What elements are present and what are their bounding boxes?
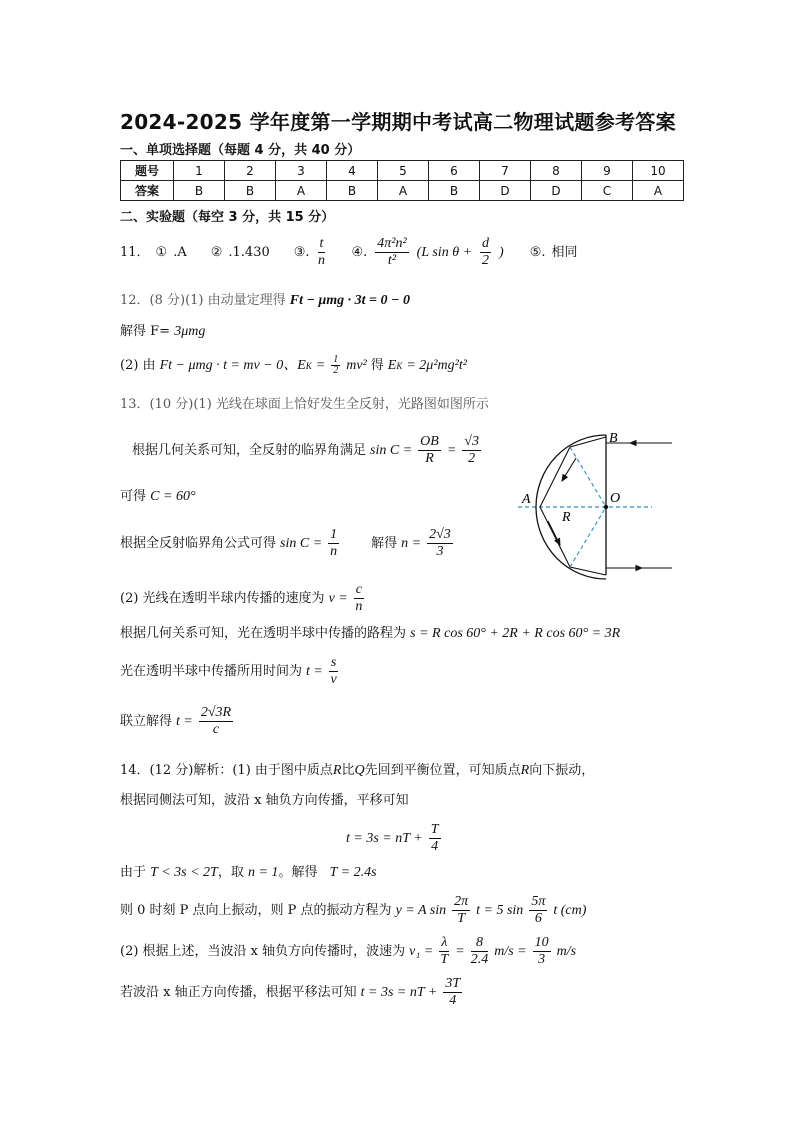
inner-ray-arrow-2 <box>548 521 560 545</box>
light-ray-path <box>540 437 606 575</box>
q12-line3-sub2: K <box>396 360 403 371</box>
fraction-numerator: 2√3 <box>429 527 451 542</box>
q13-line3-text: 可得 <box>120 489 147 504</box>
q13-line4-text: 根据全反射临界角公式可得 <box>120 535 277 551</box>
q-number: 3 <box>276 161 327 181</box>
q14-line5-eq3: t (cm) <box>553 902 587 918</box>
q12-line3-text: (2) 由 <box>120 357 156 373</box>
fraction-denominator: n <box>330 544 338 559</box>
q14-8-2.4-fraction <box>471 935 489 968</box>
fraction-denominator: 2 <box>482 253 490 268</box>
fraction-numerator: c <box>355 582 362 597</box>
q-number: 2 <box>225 161 276 181</box>
q13-line8-eq: t = <box>176 713 193 729</box>
q12-line3-eq2: = <box>315 357 326 373</box>
q12-line2-eq: 3μmg <box>174 324 206 339</box>
q13-line7-eq: t = <box>306 663 323 679</box>
fraction-numerator: 1 <box>333 354 339 365</box>
q11-blank2: .1.430 <box>228 244 270 260</box>
q-answer: C <box>582 181 633 201</box>
q14-line4 <box>120 864 377 882</box>
q12-line1-eq: Ft − μmg · 3t = 0 − 0 <box>289 293 411 308</box>
fraction-denominator: n <box>317 253 325 268</box>
q13-line5 <box>120 582 366 615</box>
q12-line3-eq3: mv² <box>346 357 367 373</box>
fraction-numerator: λ <box>441 935 448 950</box>
q13-line4-mid: 解得 <box>371 535 398 551</box>
inner-ray-arrow-1 <box>562 458 576 481</box>
fraction-numerator: 4π²n² <box>377 236 407 251</box>
q13-line2-eq2: = <box>446 442 457 458</box>
fraction-denominator: 2 <box>468 451 476 466</box>
fraction-numerator: 2√3R <box>200 705 232 720</box>
fraction-denominator: T <box>457 911 466 926</box>
fraction-denominator: 6 <box>534 911 542 926</box>
q-answer: B <box>429 181 480 201</box>
q14-line5-text: 则 0 时刻 P 点向上振动，则 P 点的振动方程为 <box>120 902 392 918</box>
q13-line3 <box>120 488 196 506</box>
q14-line4-mid: ，取 <box>217 865 244 880</box>
label-o: O <box>610 491 621 506</box>
q14-line1-mid2: 先回到平衡位置，可知质点 <box>364 763 521 778</box>
q14-line1-r2: R <box>520 763 530 778</box>
q-answer: B <box>225 181 276 201</box>
q13-final-fraction <box>199 705 233 738</box>
q11-blank4-mark: ④. <box>351 244 368 260</box>
row-label-answer: 答案 <box>121 181 174 201</box>
fraction-denominator: v <box>330 672 337 687</box>
q-number: 7 <box>480 161 531 181</box>
q11-blank5-mark: ⑤. <box>529 244 546 260</box>
q-number: 9 <box>582 161 633 181</box>
q13-line4-eq2: n = <box>401 535 422 551</box>
q13-line7 <box>120 655 340 688</box>
q-answer: B <box>174 181 225 201</box>
q13-line7-text: 光在透明半球中传播所用时间为 <box>120 663 303 679</box>
q13-n-fraction <box>427 527 453 560</box>
q14-line7 <box>120 976 464 1009</box>
q13-line5-eq: v = <box>328 590 348 606</box>
q14-line5 <box>120 894 586 927</box>
q14-line1-r: R <box>332 763 342 778</box>
q14-line6-eq2: = <box>455 943 465 959</box>
q-number: 6 <box>429 161 480 181</box>
q14-line4-eq3: T = 2.4s <box>329 865 377 880</box>
q14-2pi-t-fraction <box>452 894 470 927</box>
q11-blank2-mark: ② <box>210 244 223 260</box>
fraction-denominator: c <box>212 722 220 737</box>
fraction-denominator: T <box>440 952 449 967</box>
q11-blank4-d-fraction <box>480 236 491 269</box>
q14-line1-text: 14．(12 分)解析：(1) 由于图中质点 <box>120 763 333 778</box>
fraction-denominator: 2.4 <box>470 952 489 967</box>
row-label-number: 题号 <box>121 161 174 181</box>
q11-blank4-expr: (L sin θ + <box>416 244 473 260</box>
fraction-denominator: 3 <box>538 952 546 967</box>
q12-line3 <box>120 355 467 376</box>
fraction-numerator: s <box>330 655 337 670</box>
q13-s-v-fraction <box>329 655 338 688</box>
fraction-numerator: 1 <box>330 527 338 542</box>
q14-5pi-6-fraction <box>529 894 547 927</box>
answer-table-answer-row <box>121 181 684 201</box>
q11-blank3-mark: ③. <box>293 244 310 260</box>
fraction-numerator: √3 <box>464 434 479 449</box>
q14-line1 <box>120 762 594 780</box>
q14-line4-text: 由于 <box>120 865 147 880</box>
q12-line2 <box>120 323 205 341</box>
q12-line3-eq4: E <box>387 357 397 373</box>
q14-line4-eq1: T < 3s < 2T <box>150 865 218 880</box>
q13-line8 <box>120 705 235 738</box>
q14-t4-fraction <box>429 822 441 855</box>
q14-lambda-t-fraction <box>439 935 449 968</box>
q-number: 4 <box>327 161 378 181</box>
q12-line3-eq5: = 2μ²mg²t² <box>406 357 467 373</box>
q-number: 1 <box>174 161 225 181</box>
q12-line1 <box>120 292 410 310</box>
q13-line2-text: 根据几何关系可知，全反射的临界角满足 <box>132 442 367 458</box>
q14-line6-eq3: m/s = <box>494 943 527 959</box>
q-number: 5 <box>378 161 429 181</box>
q11-answer-line <box>120 236 578 269</box>
fraction-denominator: n <box>355 599 363 614</box>
q11-blank4-fraction <box>375 236 408 269</box>
q13-line2 <box>132 434 483 467</box>
q14-10-3-fraction <box>533 935 551 968</box>
q14-line2: 根据同侧法可知，波沿 x 轴负方向传播，平移可知 <box>120 793 409 808</box>
q-number: 8 <box>531 161 582 181</box>
normal-line-bottom <box>570 507 606 567</box>
q-answer: A <box>276 181 327 201</box>
q12-line3-mid: 得 <box>370 357 384 373</box>
answer-table <box>120 160 684 201</box>
q14-line1-q: Q <box>354 763 365 778</box>
fraction-denominator: 2 <box>333 365 339 376</box>
fraction-numerator: 3T <box>445 976 461 991</box>
fraction-denominator: t² <box>387 253 396 268</box>
hemisphere-light-path-diagram <box>510 425 680 585</box>
q-answer: A <box>633 181 684 201</box>
label-r: R <box>562 510 571 525</box>
q13-line4 <box>120 527 455 560</box>
q11-blank5: 相同 <box>551 244 578 260</box>
q14-line7-text: 若波沿 x 轴正方向传播，根据平移法可知 <box>120 984 357 1000</box>
q13-sqrt3-fraction <box>462 434 481 467</box>
q14-line5-eq1: y = A sin <box>395 902 447 918</box>
section1-heading: 一、单项选择题（每题 4 分，共 40 分） <box>120 143 361 158</box>
q14-line3-eq: t = 3s = nT + <box>346 830 423 846</box>
q13-line1: 13．(10 分)(1) 光线在球面上恰好发生全反射，光路图如图所示 <box>120 397 489 412</box>
q13-line4-eq: sin C = <box>280 535 323 551</box>
fraction-denominator: 4 <box>431 839 439 854</box>
q-number: 10 <box>633 161 684 181</box>
q11-blank1: .A <box>173 244 187 260</box>
q13-line6-eq: s = R cos 60° + 2R + R cos 60° = 3R <box>410 626 621 641</box>
q13-line6 <box>120 625 620 643</box>
center-point-o <box>604 505 608 509</box>
q13-line2-eq: sin C = <box>370 442 413 458</box>
q12-line2-text: 解得 F= <box>120 324 171 339</box>
q14-line7-eq: t = 3s = nT + <box>360 984 438 1000</box>
fraction-numerator: 8 <box>471 935 489 952</box>
q-answer: D <box>531 181 582 201</box>
fraction-numerator: T <box>430 822 439 837</box>
q14-line6-eq1: v₁ = <box>409 943 434 959</box>
q13-line6-text: 根据几何关系可知，光在透明半球中传播的路程为 <box>120 626 407 641</box>
q14-line6-text: (2) 根据上述，当波沿 x 轴负方向传播时，波速为 <box>120 943 406 959</box>
q13-1-n-fraction <box>328 527 339 560</box>
q14-line4-eq2: n = 1 <box>247 865 279 880</box>
q14-line1-mid1: 比 <box>341 763 355 778</box>
q14-line1-end: 向下振动， <box>529 763 595 778</box>
fraction-numerator: OB <box>420 434 439 449</box>
q11-blank3-fraction <box>318 236 326 269</box>
q13-line3-eq: C = 60° <box>150 489 196 504</box>
q12-line3-sub: K <box>305 360 312 371</box>
q14-3t-4-fraction <box>443 976 462 1009</box>
section2-heading: 二、实验题（每空 3 分，共 15 分） <box>120 210 335 225</box>
fraction-numerator: 10 <box>534 935 549 950</box>
fraction-denominator: R <box>425 451 434 466</box>
label-b: B <box>609 431 618 446</box>
fraction-numerator: d <box>482 236 490 251</box>
q14-line6-eq4: m/s <box>556 943 577 959</box>
q13-line8-text: 联立解得 <box>120 713 173 729</box>
q-answer: B <box>327 181 378 201</box>
answer-table-number-row <box>121 161 684 181</box>
q14-line5-eq2: t = 5 sin <box>476 902 524 918</box>
label-a: A <box>522 492 531 507</box>
fraction-denominator: 3 <box>436 544 444 559</box>
page-title: 2024-2025 学年度第一学期期中考试高二物理试题参考答案 <box>120 110 676 134</box>
q11-blank4-close: ) <box>499 244 504 260</box>
q14-line3 <box>346 822 443 855</box>
q-answer: A <box>378 181 429 201</box>
q12-line3-eq1: Ft − μmg · t = mv − 0、E <box>159 357 306 373</box>
q-answer: D <box>480 181 531 201</box>
fraction-numerator: 5π <box>531 894 546 909</box>
fraction-numerator: 2π <box>454 894 469 909</box>
q12-line1-text: 12．(8 分)(1) 由动量定理得 <box>120 293 286 308</box>
q14-line4-mid2: 。解得 <box>278 865 318 880</box>
fraction-numerator: t <box>319 236 324 251</box>
normal-line-top <box>570 447 606 507</box>
q14-line6 <box>120 935 576 968</box>
q11-number: 11． <box>120 244 150 260</box>
q13-c-n-fraction <box>354 582 364 615</box>
q11-blank1-mark: ① <box>155 244 168 260</box>
q12-half-fraction <box>331 355 340 376</box>
fraction-denominator: 4 <box>449 993 457 1008</box>
q13-ob-r-fraction <box>418 434 441 467</box>
q13-line5-text: (2) 光线在透明半球内传播的速度为 <box>120 590 325 606</box>
